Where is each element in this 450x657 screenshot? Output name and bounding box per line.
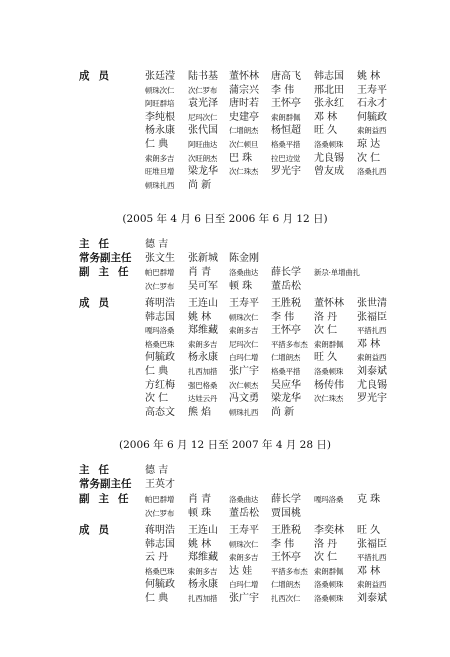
member-name: 石永才 (357, 98, 387, 110)
member-name: 索朗群佩 (314, 339, 344, 349)
member-name: 杨永康 (145, 125, 175, 137)
member-name: 邓 林 (357, 338, 381, 350)
member-name: 唐高飞 (271, 71, 301, 82)
member-name: 索朗群佩 (271, 112, 301, 122)
block2-exec-row (0, 252, 450, 265)
member-name: 扎西加措 (188, 594, 218, 603)
block2-members-row (0, 324, 450, 337)
member-name: 次仁珠杰 (314, 394, 344, 404)
member-name: 张福臣 (357, 311, 387, 323)
block3-members-label: 成员 (79, 524, 118, 536)
member-name: 邓 林 (314, 111, 338, 123)
member-name: 张廷滢 (145, 71, 175, 82)
block2-members-row (0, 297, 450, 310)
member-name: 姚 林 (188, 538, 212, 550)
block3-members-row (0, 565, 450, 578)
member-name: 索朗益西 (357, 126, 387, 136)
deputy-name: 新尕·单增曲扎 (314, 268, 360, 277)
member-name: 陆书基 (188, 71, 218, 82)
member-name: 杨传伟 (314, 379, 344, 391)
member-name: 仁 典 (145, 366, 169, 377)
exec-deputy-label: 常务副主任 (79, 252, 132, 264)
member-name: 索朗益西 (357, 580, 387, 590)
member-name: 仁 典 (145, 593, 169, 604)
member-name: 次仁顿杰 (229, 380, 259, 390)
member-name: 白玛仁增 (229, 580, 259, 590)
member-name: 史建亭 (229, 111, 259, 123)
block1-members-row (0, 124, 450, 137)
member-name: 阿旺群培 (145, 99, 175, 109)
member-name: 尤良锡 (314, 152, 344, 164)
member-name: 张广宇 (229, 593, 259, 604)
member-name: 达娃云丹 (188, 394, 218, 404)
deputy-name: 帕巴群增 (145, 268, 175, 277)
member-name: 冯文勇 (229, 393, 259, 405)
member-name: 云 丹 (145, 552, 169, 564)
deputy-name: 薛长学 (271, 267, 301, 278)
member-name: 格桑平措 (271, 140, 301, 149)
member-name: 王怀亭 (271, 98, 301, 110)
member-name: 杨恒超 (271, 125, 301, 137)
member-name: 韩志国 (314, 71, 344, 82)
member-name: 梁龙华 (188, 166, 218, 178)
member-name: 刘泰斌 (357, 593, 387, 604)
member-name: 次 仁 (145, 393, 169, 405)
block3-deputy-row (0, 507, 450, 520)
member-name: 旺 久 (314, 352, 338, 364)
member-name: 平措扎西 (357, 326, 387, 336)
block2-deputy-row (0, 266, 450, 279)
member-name: 方红梅 (145, 379, 175, 391)
deputy-name: 嘎玛洛桑 (314, 495, 344, 504)
deputy-name: 吴可军 (188, 281, 218, 292)
member-name: 顿珠扎西 (229, 407, 259, 417)
block3-members-row (0, 524, 450, 537)
member-name: 索朗多吉 (145, 153, 175, 163)
member-name: 旺 久 (357, 525, 381, 536)
exec-deputy-name: 陈金刚 (229, 253, 259, 264)
member-name: 高态文 (145, 406, 175, 418)
member-name: 次旺朗杰 (188, 153, 218, 163)
member-name: 张世清 (357, 298, 387, 309)
member-name: 扎西次仁 (271, 594, 301, 603)
deputy-name: 肖 青 (188, 267, 212, 278)
member-name: 何毓政 (145, 352, 175, 364)
member-name: 何毓政 (145, 579, 175, 591)
block2-members-row (0, 365, 450, 378)
block3-members-row (0, 551, 450, 564)
deputy-label: 副主任 (79, 493, 138, 505)
period-heading-2006: (2006 年 6 月 12 日至 2007 年 4 月 28 日) (119, 439, 331, 451)
member-name: 王胜税 (271, 525, 301, 536)
block2-members-row (0, 351, 450, 364)
member-name: 吴应华 (271, 379, 301, 391)
member-name: 洛桑顿珠 (314, 367, 344, 376)
member-name: 索朗多吉 (229, 553, 259, 563)
member-name: 郑维藏 (188, 552, 218, 564)
director-label: 主任 (79, 238, 118, 250)
member-name: 刘泰斌 (357, 366, 387, 377)
member-name: 蒲宗兴 (229, 84, 259, 96)
member-name: 王连山 (188, 298, 218, 309)
member-name: 洛桑顿珠 (314, 140, 344, 149)
block2-members-row (0, 392, 450, 405)
member-name: 次 仁 (314, 325, 338, 337)
exec-deputy-name: 张新城 (188, 253, 218, 264)
member-name: 郑维藏 (188, 325, 218, 337)
deputy-name: 帕巴群增 (145, 495, 175, 504)
block1-members-row (0, 97, 450, 110)
member-name: 姚 林 (188, 311, 212, 323)
deputy-name: 克 珠 (357, 494, 381, 505)
member-name: 洛桑扎西 (357, 167, 387, 177)
member-name: 顿珠扎西 (145, 180, 175, 190)
member-name: 李 伟 (271, 311, 295, 323)
block1-members-row (0, 179, 450, 192)
member-name: 旺 久 (314, 125, 338, 137)
block2-members-label: 成员 (79, 297, 118, 309)
block2-members-row (0, 311, 450, 324)
member-name: 拉巴边觉 (271, 153, 301, 163)
member-name: 格桑巴珠 (145, 339, 175, 349)
block3-members-row (0, 592, 450, 605)
member-name: 顿珠次仁 (229, 539, 259, 549)
block2-members-row (0, 406, 450, 419)
block3-members-row (0, 578, 450, 591)
member-name: 张代国 (188, 125, 218, 137)
member-name: 索朗多吉 (188, 566, 218, 576)
deputy-name: 董岳松 (229, 508, 259, 519)
member-name: 仁增朗杰 (271, 353, 301, 363)
member-name: 嘎玛洛桑 (145, 326, 175, 336)
block2-members-row (0, 379, 450, 392)
deputy-name: 次仁罗布 (145, 282, 175, 291)
member-name: 韩志国 (145, 311, 175, 323)
member-name: 尼玛次仁 (188, 112, 218, 122)
member-name: 王怀亭 (271, 325, 301, 337)
member-name: 王连山 (188, 525, 218, 536)
member-name: 罗光宇 (357, 393, 387, 405)
member-name: 仁 典 (145, 139, 169, 150)
deputy-name: 董岳松 (271, 281, 301, 292)
deputy-label: 副主任 (79, 266, 138, 278)
exec-deputy-label: 常务副主任 (79, 478, 132, 490)
deputy-name: 贾国桃 (271, 508, 301, 519)
member-name: 次仁珠杰 (229, 167, 259, 177)
member-name: 蒋明浩 (145, 525, 175, 536)
block1-members-row (0, 152, 450, 165)
member-name: 尚 新 (188, 179, 212, 191)
member-name: 阿旺曲达 (188, 140, 218, 149)
block1-members-row (0, 165, 450, 178)
member-name: 董怀林 (314, 298, 344, 309)
member-name: 尚 新 (271, 406, 295, 418)
member-name: 李奕林 (314, 525, 344, 536)
exec-deputy-name: 王英才 (145, 479, 175, 490)
block1-members-row (0, 111, 450, 124)
member-name: 袁光泽 (188, 98, 218, 110)
member-name: 梁龙华 (271, 393, 301, 405)
director-name: 德 吉 (145, 465, 169, 476)
member-name: 姚 林 (357, 71, 381, 82)
member-name: 平措多布杰 (271, 339, 308, 349)
block1-members-row (0, 70, 450, 83)
member-name: 达 娃 (229, 565, 253, 577)
member-name: 尼玛次仁 (229, 339, 259, 349)
member-name: 张广宇 (229, 366, 259, 377)
member-name: 格桑巴珠 (145, 566, 175, 576)
period-heading-2005: (2005 年 4 月 6 日至 2006 年 6 月 12 日) (122, 213, 328, 225)
member-name: 索朗益西 (357, 353, 387, 363)
member-name: 董怀林 (229, 71, 259, 82)
member-name: 罗光宇 (271, 166, 301, 178)
member-name: 洛桑顿珠 (314, 594, 344, 603)
member-name: 索朗群佩 (314, 566, 344, 576)
block2-members-row (0, 338, 450, 351)
member-name: 唐时若 (229, 98, 259, 110)
member-name: 王寿平 (229, 525, 259, 536)
member-name: 顿珠次仁 (145, 85, 175, 95)
block3-deputy-row (0, 493, 450, 506)
member-name: 邢北田 (314, 84, 344, 96)
member-name: 顿珠次仁 (229, 312, 259, 322)
member-name: 巴 珠 (229, 152, 253, 164)
member-name: 李纯根 (145, 111, 175, 123)
member-name: 杨永康 (188, 352, 218, 364)
member-name: 王胜税 (271, 298, 301, 309)
deputy-name: 次仁罗布 (145, 509, 175, 518)
member-name: 尤良锡 (357, 379, 387, 391)
deputy-name: 肖 青 (188, 494, 212, 505)
member-name: 索朗多吉 (229, 326, 259, 336)
member-name: 次仁罗布 (188, 85, 218, 95)
block2-deputy-row (0, 280, 450, 293)
member-name: 邓 林 (357, 565, 381, 577)
member-name: 洛 丹 (314, 538, 338, 550)
block1-members-row (0, 138, 450, 151)
block1-members-label: 成员 (79, 70, 118, 82)
member-name: 王寿平 (229, 298, 259, 309)
member-name: 旺堆旦增 (145, 167, 175, 177)
member-name: 张永红 (314, 98, 344, 110)
block3-director-row (0, 464, 450, 477)
exec-deputy-name: 张文生 (145, 253, 175, 264)
member-name: 索朗多吉 (188, 339, 218, 349)
member-name: 平措扎西 (357, 553, 387, 563)
member-name: 次仁顿旦 (229, 140, 259, 149)
member-name: 张福臣 (357, 538, 387, 550)
member-name: 杨永康 (188, 579, 218, 591)
director-label: 主任 (79, 464, 118, 476)
member-name: 次 仁 (314, 552, 338, 564)
member-name: 李 伟 (271, 538, 295, 550)
deputy-name: 洛桑曲达 (229, 495, 259, 504)
member-name: 王怀亭 (271, 552, 301, 564)
block2-director-row (0, 238, 450, 251)
member-name: 李 伟 (271, 84, 295, 96)
member-name: 韩志国 (145, 538, 175, 550)
member-name: 蒋明浩 (145, 298, 175, 309)
member-name: 白玛仁增 (229, 353, 259, 363)
member-name: 洛桑顿珠 (314, 580, 344, 590)
block3-members-row (0, 538, 450, 551)
member-name: 扎西加措 (188, 367, 218, 376)
member-name: 王寿平 (357, 84, 387, 96)
member-name: 琼 达 (357, 139, 381, 150)
deputy-name: 顿 珠 (229, 281, 253, 292)
deputy-name: 薛长学 (271, 494, 301, 505)
block1-members-row (0, 84, 450, 97)
member-name: 熊 焰 (188, 406, 212, 418)
member-name: 平措多布杰 (271, 566, 308, 576)
member-name: 格桑平措 (271, 367, 301, 376)
member-name: 曾友成 (314, 166, 344, 178)
block3-exec-row (0, 478, 450, 491)
member-name: 何毓政 (357, 111, 387, 123)
deputy-name: 顿 珠 (188, 508, 212, 519)
member-name: 强巴格桑 (188, 380, 218, 390)
director-name: 德 吉 (145, 239, 169, 250)
member-name: 洛 丹 (314, 311, 338, 323)
member-name: 仁增朗杰 (229, 126, 259, 136)
deputy-name: 洛桑曲达 (229, 268, 259, 277)
member-name: 次 仁 (357, 152, 381, 164)
member-name: 仁增朗杰 (271, 580, 301, 590)
